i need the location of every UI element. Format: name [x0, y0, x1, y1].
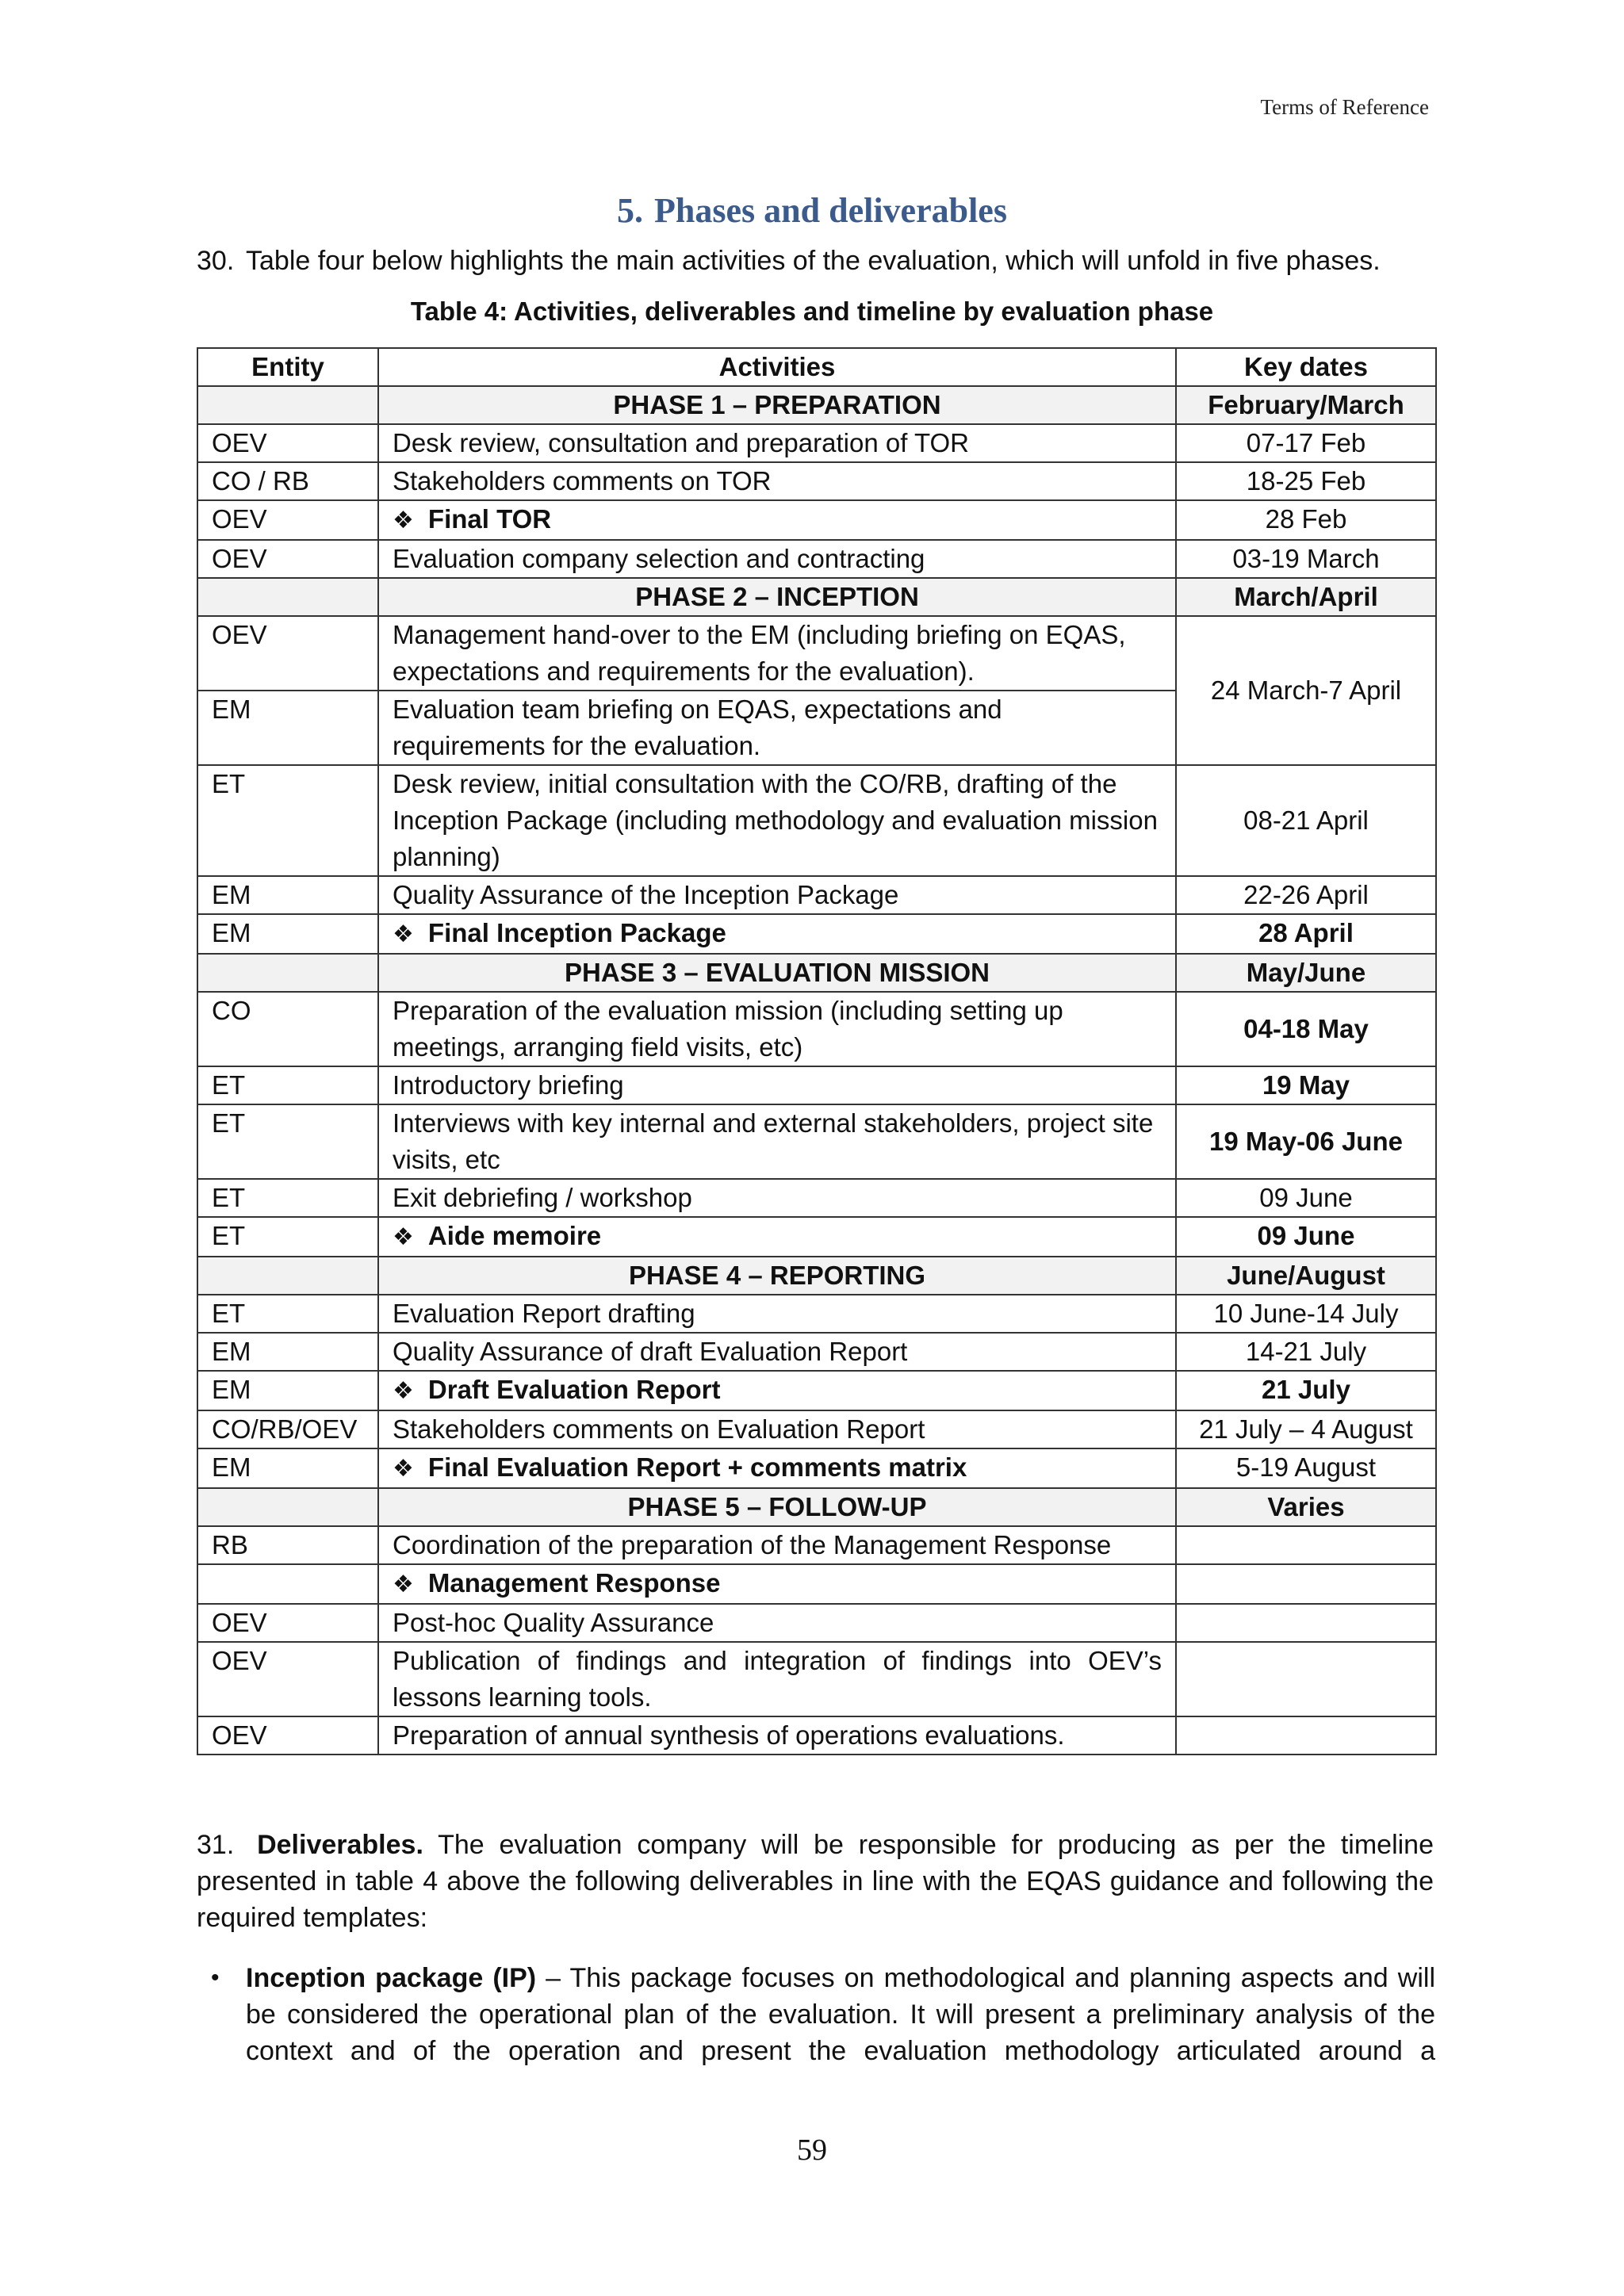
- deliverable-cell: [378, 500, 1176, 540]
- activity-cell: Desk review, initial consultation with the CO/RB, drafting of the Inception Package (including methodology and evaluation mission planning): [378, 765, 1176, 876]
- activity-cell: Exit debriefing / workshop: [378, 1179, 1176, 1217]
- table-row: [197, 424, 1436, 462]
- entity-cell: OEV: [197, 540, 378, 578]
- activity-cell: Evaluation company selection and contracting: [378, 540, 1176, 578]
- table-row: [197, 765, 1436, 876]
- activity-cell: Publication of findings and integration of findings into OEV’s lessons learning tools.: [378, 1642, 1176, 1716]
- date-cell: 14-21 July: [1176, 1333, 1436, 1371]
- entity-cell: OEV: [197, 1642, 378, 1716]
- entity-cell: CO / RB: [197, 462, 378, 500]
- deliverable-cell: [378, 1217, 1176, 1257]
- bullet-body: – This package focuses on methodological and planning aspects and will be considered the operational plan of the evaluation. It will present a preliminary analysis of the context and of the operation and present the evaluation methodology articulated around a: [246, 1963, 1435, 2066]
- activity-cell: Management hand-over to the EM (including briefing on EQAS, expectations and requirements for the evaluation).: [378, 616, 1176, 691]
- activities-table: [197, 347, 1437, 1755]
- phase-title: PHASE 4 – REPORTING: [378, 1257, 1176, 1295]
- table-row: [197, 1410, 1436, 1448]
- table-row-deliverable: [197, 914, 1436, 954]
- table-row: [197, 540, 1436, 578]
- entity-cell: OEV: [197, 616, 378, 691]
- entity-cell: EM: [197, 876, 378, 914]
- phase-title: PHASE 2 – INCEPTION: [378, 578, 1176, 616]
- phase-entity-cell: [197, 1488, 378, 1526]
- table-row: [197, 1295, 1436, 1333]
- phase-title: PHASE 3 – EVALUATION MISSION: [378, 954, 1176, 992]
- date-cell: 19 May-06 June: [1176, 1104, 1436, 1179]
- table-row: [197, 1066, 1436, 1104]
- date-cell: 22-26 April: [1176, 876, 1436, 914]
- phase-dates: May/June: [1176, 954, 1436, 992]
- date-cell: 28 April: [1176, 914, 1436, 954]
- date-cell: [1176, 1526, 1436, 1564]
- entity-cell: EM: [197, 1371, 378, 1410]
- date-cell: 09 June: [1176, 1179, 1436, 1217]
- phase-dates: March/April: [1176, 578, 1436, 616]
- entity-cell: ET: [197, 765, 378, 876]
- entity-cell: OEV: [197, 1604, 378, 1642]
- paragraph-number: 30.: [197, 246, 235, 276]
- table-row: [197, 1716, 1436, 1755]
- date-cell: 18-25 Feb: [1176, 462, 1436, 500]
- header-activities: Activities: [378, 348, 1176, 386]
- phase-row-3: [197, 954, 1436, 992]
- phase-title: PHASE 1 – PREPARATION: [378, 386, 1176, 424]
- date-cell: 28 Feb: [1176, 500, 1436, 540]
- date-cell: 21 July: [1176, 1371, 1436, 1410]
- entity-cell: ET: [197, 1295, 378, 1333]
- deliverable-label: Draft Evaluation Report: [427, 1375, 721, 1404]
- table-row: [197, 1604, 1436, 1642]
- paragraph-text: Table four below highlights the main activities of the evaluation, which will unfold in five phases.: [246, 246, 1381, 276]
- date-cell: 21 July – 4 August: [1176, 1410, 1436, 1448]
- date-cell: 07-17 Feb: [1176, 424, 1436, 462]
- activity-cell: Introductory briefing: [378, 1066, 1176, 1104]
- table-row-deliverable: [197, 1564, 1436, 1604]
- deliverable-label: Final TOR: [427, 504, 552, 534]
- phase-entity-cell: [197, 1257, 378, 1295]
- phase-row-5: [197, 1488, 1436, 1526]
- deliverable-cell: [378, 914, 1176, 954]
- activity-cell: Preparation of the evaluation mission (including setting up meetings, arranging field visits, etc): [378, 992, 1176, 1066]
- activity-cell: Preparation of annual synthesis of operations evaluations.: [378, 1716, 1176, 1755]
- bullet-text: [246, 1960, 1435, 2069]
- entity-cell: ET: [197, 1104, 378, 1179]
- table-row: [197, 1104, 1436, 1179]
- table-row-deliverable: [197, 1448, 1436, 1488]
- diamond-bullet-icon: ❖: [393, 1571, 414, 1598]
- entity-cell: EM: [197, 914, 378, 954]
- header-entity: Entity: [197, 348, 378, 386]
- deliverable-cell: [378, 1371, 1176, 1410]
- entity-cell: CO/RB/OEV: [197, 1410, 378, 1448]
- date-cell: 04-18 May: [1176, 992, 1436, 1066]
- activity-cell: Desk review, consultation and preparation of TOR: [378, 424, 1176, 462]
- deliverable-label: Final Inception Package: [427, 918, 726, 947]
- table-row: [197, 876, 1436, 914]
- date-cell: 5-19 August: [1176, 1448, 1436, 1488]
- activity-cell: Evaluation Report drafting: [378, 1295, 1176, 1333]
- activity-cell: Interviews with key internal and external stakeholders, project site visits, etc: [378, 1104, 1176, 1179]
- table-row: [197, 1179, 1436, 1217]
- table-row: [197, 1333, 1436, 1371]
- paragraph-31: [197, 1827, 1434, 1936]
- phase-dates: Varies: [1176, 1488, 1436, 1526]
- bullet-dot-icon: •: [211, 1965, 220, 1991]
- entity-cell: CO: [197, 992, 378, 1066]
- entity-cell: OEV: [197, 424, 378, 462]
- entity-cell: OEV: [197, 1716, 378, 1755]
- phase-dates: June/August: [1176, 1257, 1436, 1295]
- entity-cell: ET: [197, 1066, 378, 1104]
- paragraph-30: [197, 243, 1434, 279]
- entity-cell: OEV: [197, 500, 378, 540]
- diamond-bullet-icon: ❖: [393, 1224, 414, 1250]
- section-title-text: Phases and deliverables: [654, 191, 1007, 230]
- phase-row-1: [197, 386, 1436, 424]
- phase-entity-cell: [197, 954, 378, 992]
- table-row: [197, 1526, 1436, 1564]
- section-title: [0, 190, 1624, 231]
- phase-entity-cell: [197, 578, 378, 616]
- date-cell: [1176, 1642, 1436, 1716]
- paragraph-lead: Deliverables.: [257, 1830, 423, 1860]
- running-header: Terms of Reference: [1260, 95, 1429, 119]
- activity-cell: Post-hoc Quality Assurance: [378, 1604, 1176, 1642]
- entity-cell: EM: [197, 1333, 378, 1371]
- date-cell: 09 June: [1176, 1217, 1436, 1257]
- date-cell: 10 June-14 July: [1176, 1295, 1436, 1333]
- entity-cell: ET: [197, 1217, 378, 1257]
- paragraph-number: 31.: [197, 1830, 235, 1860]
- table-caption: Table 4: Activities, deliverables and timeline by evaluation phase: [410, 297, 1214, 326]
- section-number: 5.: [617, 191, 644, 230]
- date-cell: 08-21 April: [1176, 765, 1436, 876]
- page-number: 59: [797, 2133, 827, 2167]
- phase-row-4: [197, 1257, 1436, 1295]
- entity-cell: EM: [197, 1448, 378, 1488]
- deliverable-cell: [378, 1564, 1176, 1604]
- activity-cell: Evaluation team briefing on EQAS, expectations and requirements for the evaluation.: [378, 691, 1176, 765]
- activity-cell: Quality Assurance of draft Evaluation Report: [378, 1333, 1176, 1371]
- table-row: [197, 1642, 1436, 1716]
- table-header-row: [197, 348, 1436, 386]
- entity-cell: RB: [197, 1526, 378, 1564]
- bullet-lead: Inception package (IP): [246, 1963, 537, 1993]
- table-row-deliverable: [197, 500, 1436, 540]
- phase-dates: February/March: [1176, 386, 1436, 424]
- entity-cell: EM: [197, 691, 378, 765]
- phase-title: PHASE 5 – FOLLOW-UP: [378, 1488, 1176, 1526]
- date-cell: 24 March-7 April: [1176, 616, 1436, 765]
- entity-cell: ET: [197, 1179, 378, 1217]
- date-cell: [1176, 1716, 1436, 1755]
- table-row: [197, 992, 1436, 1066]
- diamond-bullet-icon: ❖: [393, 507, 414, 534]
- date-cell: [1176, 1604, 1436, 1642]
- paragraph-text: The evaluation company will be responsible for producing as per the timeline presented in table 4 above the following deliverables in line with the EQAS guidance and following the required templates:: [197, 1830, 1434, 1933]
- bullet-item-inception-package: [197, 1960, 1435, 2069]
- activity-cell: Quality Assurance of the Inception Package: [378, 876, 1176, 914]
- activity-cell: Stakeholders comments on TOR: [378, 462, 1176, 500]
- date-cell: 03-19 March: [1176, 540, 1436, 578]
- entity-cell: [197, 1564, 378, 1604]
- table-row: [197, 616, 1436, 691]
- date-cell: [1176, 1564, 1436, 1604]
- date-cell: 19 May: [1176, 1066, 1436, 1104]
- deliverable-cell: [378, 1448, 1176, 1488]
- diamond-bullet-icon: ❖: [393, 921, 414, 947]
- phase-entity-cell: [197, 386, 378, 424]
- activity-cell: Coordination of the preparation of the Management Response: [378, 1526, 1176, 1564]
- diamond-bullet-icon: ❖: [393, 1378, 414, 1404]
- phase-row-2: [197, 578, 1436, 616]
- table-row-deliverable: [197, 1217, 1436, 1257]
- diamond-bullet-icon: ❖: [393, 1456, 414, 1482]
- header-key-dates: Key dates: [1176, 348, 1436, 386]
- table-row: [197, 462, 1436, 500]
- deliverable-label: Final Evaluation Report + comments matrix: [427, 1452, 967, 1482]
- deliverable-label: Aide memoire: [427, 1221, 602, 1250]
- table-row-deliverable: [197, 1371, 1436, 1410]
- activity-cell: Stakeholders comments on Evaluation Report: [378, 1410, 1176, 1448]
- deliverable-label: Management Response: [427, 1568, 721, 1598]
